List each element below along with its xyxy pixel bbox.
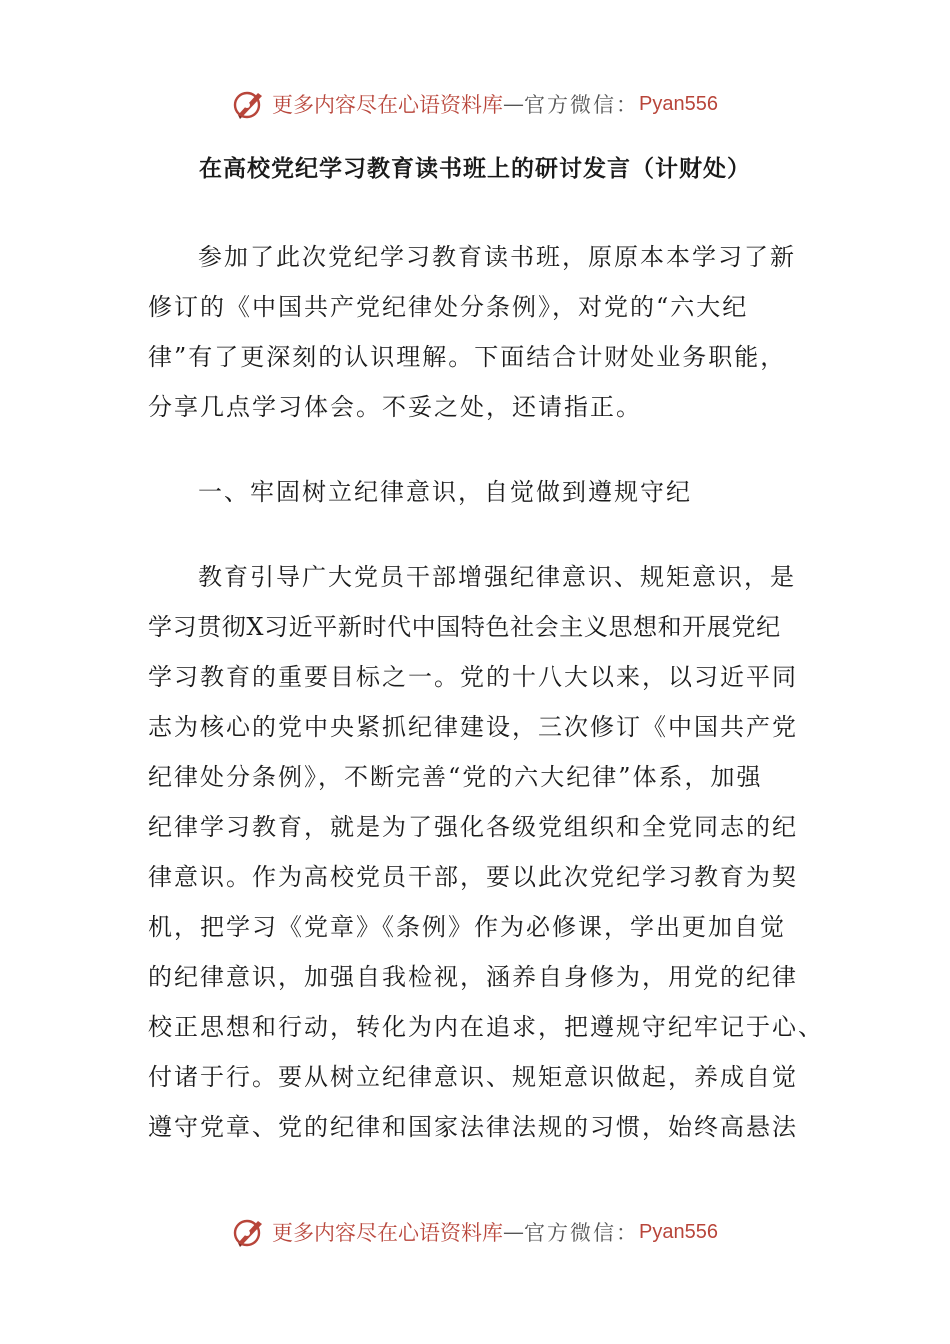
banner-wechat-id: Pyan556 (639, 92, 718, 115)
banner-official-label: 官方微信： (524, 1221, 640, 1245)
paragraph-line: 校正思想和行动，转化为内在追求，把遵规守纪牢记于心、 (148, 1013, 824, 1041)
paragraph-line: 学习教育的重要目标之一。党的十八大以来，以习近平同 (148, 663, 798, 691)
banner-promo-text: 更多内容尽在心语资料库 (272, 93, 504, 117)
paragraph-line: 参加了此次党纪学习教育读书班，原原本本学习了新 (198, 243, 796, 271)
paragraph-line: 付诸于行。要从树立纪律意识、规矩意识做起，养成自觉 (148, 1063, 798, 1091)
paragraph-line: 纪律处分条例》，不断完善“党的六大纪律”体系，加强 (148, 763, 763, 791)
paragraph-line: 的纪律意识，加强自我检视，涵养自身修为，用党的纪律 (148, 963, 798, 991)
paragraph-line: 律意识。作为高校党员干部，要以此次党纪学习教育为契 (148, 863, 798, 891)
paragraph-line: 教育引导广大党员干部增强纪律意识、规矩意识，是 (198, 563, 796, 591)
paragraph-line: 遵守党章、党的纪律和国家法律法规的习惯，始终高悬法 (148, 1113, 798, 1141)
banner-promo-text: 更多内容尽在心语资料库 (272, 1221, 504, 1245)
pen-circle-logo-icon (232, 87, 266, 121)
paragraph-line: 纪律学习教育，就是为了强化各级党组织和全党同志的纪 (148, 813, 798, 841)
section-heading-text: 一、牢固树立纪律意识，自觉做到遵规守纪 (198, 478, 692, 506)
document-title: 在高校党纪学习教育读书班上的研讨发言（计财处） (199, 155, 751, 182)
banner-wechat-id: Pyan556 (639, 1220, 718, 1243)
paragraph-line: 分享几点学习体会。不妥之处，还请指正。 (148, 393, 642, 421)
paragraph-line: 机，把学习《党章》《条例》作为必修课，学出更加自觉 (148, 913, 786, 941)
intro-paragraph (148, 232, 808, 432)
footer-banner (0, 1212, 950, 1252)
section-heading (148, 467, 808, 517)
pen-circle-logo-icon (232, 1215, 266, 1249)
banner-dash: — (503, 1220, 525, 1244)
banner-official-label: 官方微信： (524, 93, 640, 117)
header-banner (0, 84, 950, 124)
section-paragraph (148, 552, 824, 1152)
banner-dash: — (503, 92, 525, 116)
paragraph-line: 志为核心的党中央紧抓纪律建设，三次修订《中国共产党 (148, 713, 798, 741)
paragraph-line: 修订的《中国共产党纪律处分条例》，对党的“六大纪 (148, 293, 749, 321)
paragraph-line: 律”有了更深刻的认识理解。下面结合计财处业务职能， (148, 343, 787, 371)
paragraph-line: 学习贯彻X习近平新时代中国特色社会主义思想和开展党纪 (148, 613, 781, 641)
